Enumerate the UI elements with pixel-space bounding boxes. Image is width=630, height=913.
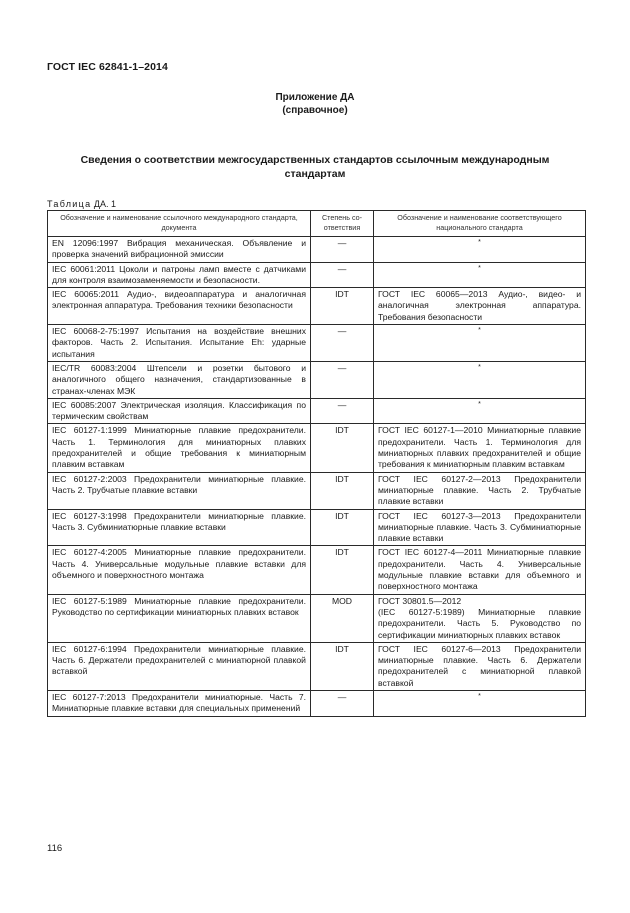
national-standard-cell: ГОСТ IEC 60127-2—2013 Предохранители миниатюрные плавкие. Часть 2. Трубчатые плавкие вставки — [374, 472, 586, 509]
table-row — [48, 509, 586, 546]
header-national-standard: Обозначение и наименование соответствующего национального стандарта — [374, 211, 586, 237]
table-header-row — [48, 211, 586, 237]
international-standard-cell: IEC 60065:2011 Аудио-, видеоаппаратура и аналогичная электронная аппаратура. Требования техники безопасности — [48, 288, 311, 325]
table-row — [48, 288, 586, 325]
national-standard-cell: ГОСТ IEC 60127-6—2013 Предохранители миниатюрные плавкие. Часть 6. Держатели предохранителей с миниатюрной плавкой вставкой — [374, 642, 586, 690]
national-standard-cell: ГОСТ IEC 60127-4—2011 Миниатюрные плавкие предохранители. Часть 4. Универсальные модульные плавкие вставки для объемного и поверхностного монтажа — [374, 546, 586, 594]
international-standard-cell: IEC 60127-6:1994 Предохранители миниатюрные плавкие. Часть 6. Держатели предохранителей с миниатюрной плавкой вставкой — [48, 642, 311, 690]
degree-cell: — — [311, 361, 374, 398]
national-standard-cell: ГОСТ IEC 60127-3—2013 Предохранители миниатюрные плавкие. Часть 3. Субминиатюрные плавкие вставки — [374, 509, 586, 546]
national-standard-cell: * — [374, 361, 586, 398]
degree-cell: IDT — [311, 509, 374, 546]
international-standard-cell: IEC 60127-3:1998 Предохранители миниатюрные плавкие. Часть 3. Субминиатюрные плавкие вставки — [48, 509, 311, 546]
table-row — [48, 361, 586, 398]
degree-cell: — — [311, 262, 374, 288]
national-standard-cell — [374, 594, 586, 642]
degree-cell: IDT — [311, 546, 374, 594]
table-row — [48, 594, 586, 642]
table-row — [48, 237, 586, 263]
international-standard-cell: IEC 60127-5:1989 Миниатюрные плавкие предохранители. Руководство по сертификации миниатюрных плавких вставок — [48, 594, 311, 642]
table-row — [48, 642, 586, 690]
national-standard-cell: * — [374, 262, 586, 288]
degree-cell: — — [311, 690, 374, 716]
national-standard-cell: ГОСТ IEC 60127-1—2010 Миниатюрные плавкие предохранители. Часть 1. Терминология для миниатюрных плавких предохранителей и общие требования к миниатюрным плавким вставкам — [374, 424, 586, 472]
degree-cell: MOD — [311, 594, 374, 642]
degree-cell: — — [311, 237, 374, 263]
table-row — [48, 472, 586, 509]
international-standard-cell: IEC 60127-7:2013 Предохранители миниатюрные. Часть 7. Миниатюрные плавкие вставки для специальных применений — [48, 690, 311, 716]
table-row — [48, 262, 586, 288]
degree-cell: — — [311, 398, 374, 424]
page-number: 116 — [47, 843, 63, 854]
international-standard-cell: IEC 60127-1:1999 Миниатюрные плавкие предохранители. Часть 1. Терминология для миниатюрных плавких предохранителей и общие требования к миниатюрным плавким вставкам — [48, 424, 311, 472]
degree-cell: IDT — [311, 642, 374, 690]
degree-cell: IDT — [311, 288, 374, 325]
section-title: Сведения о соответствии межгосударственных стандартов ссылочным международным стандартам — [80, 154, 550, 180]
international-standard-cell: IEC 60068-2-75:1997 Испытания на воздействие внешних факторов. Часть 2. Испытания. Испытание Eh: ударные испытания — [48, 325, 311, 362]
table-caption-number: ДА. 1 — [93, 199, 117, 209]
international-standard-cell: IEC 60127-4:2005 Миниатюрные плавкие предохранители. Часть 4. Универсальные модульные плавкие вставки для объемного и поверхностного монтажа — [48, 546, 311, 594]
annex-title: Приложение ДА — [275, 92, 355, 103]
header-international-standard: Обозначение и наименование ссылочного международного стандарта, документа — [48, 211, 311, 237]
national-standard-cell: * — [374, 237, 586, 263]
national-standard-cell: * — [374, 325, 586, 362]
national-standard-cell: * — [374, 398, 586, 424]
international-standard-cell: IEC 60085:2007 Электрическая изоляция. Классификация по термическим свойствам — [48, 398, 311, 424]
table-row — [48, 398, 586, 424]
table-caption-prefix: Таблица — [47, 199, 92, 209]
table-row — [48, 546, 586, 594]
national-standard-title: (IEC 60127-5:1989) Миниатюрные плавкие предохранители. Часть 5. Руководство по сертификации миниатюрных плавких вставок — [378, 606, 581, 640]
annex-note: (справочное) — [282, 105, 348, 116]
degree-cell: IDT — [311, 424, 374, 472]
standard-designation: ГОСТ IEC 62841-1–2014 — [47, 61, 168, 73]
table-row — [48, 424, 586, 472]
national-standard-designation: ГОСТ 30801.5—2012 — [378, 595, 462, 606]
international-standard-cell: IEC/TR 60083:2004 Штепсели и розетки бытового и аналогичного общего назначения, стандартизованные в странах-членах МЭК — [48, 361, 311, 398]
international-standard-cell: EN 12096:1997 Вибрация механическая. Объявление и проверка значений вибрационной эмиссии — [48, 237, 311, 263]
header-degree-of-correspondence: Степень со-ответствия — [311, 211, 374, 237]
degree-cell: IDT — [311, 472, 374, 509]
national-standard-cell: ГОСТ IEC 60065—2013 Аудио-, видео- и аналогичная электронная аппаратура. Требования безопасности — [374, 288, 586, 325]
table-row — [48, 325, 586, 362]
national-standard-cell: * — [374, 690, 586, 716]
correspondence-table — [47, 210, 586, 717]
table-caption — [47, 199, 116, 209]
annex-heading — [0, 91, 630, 117]
table-row — [48, 690, 586, 716]
international-standard-cell: IEC 60127-2:2003 Предохранители миниатюрные плавкие. Часть 2. Трубчатые плавкие вставки — [48, 472, 311, 509]
international-standard-cell: IEC 60061:2011 Цоколи и патроны ламп вместе с датчиками для контроля взаимозаменяемости и безопасности. — [48, 262, 311, 288]
degree-cell: — — [311, 325, 374, 362]
